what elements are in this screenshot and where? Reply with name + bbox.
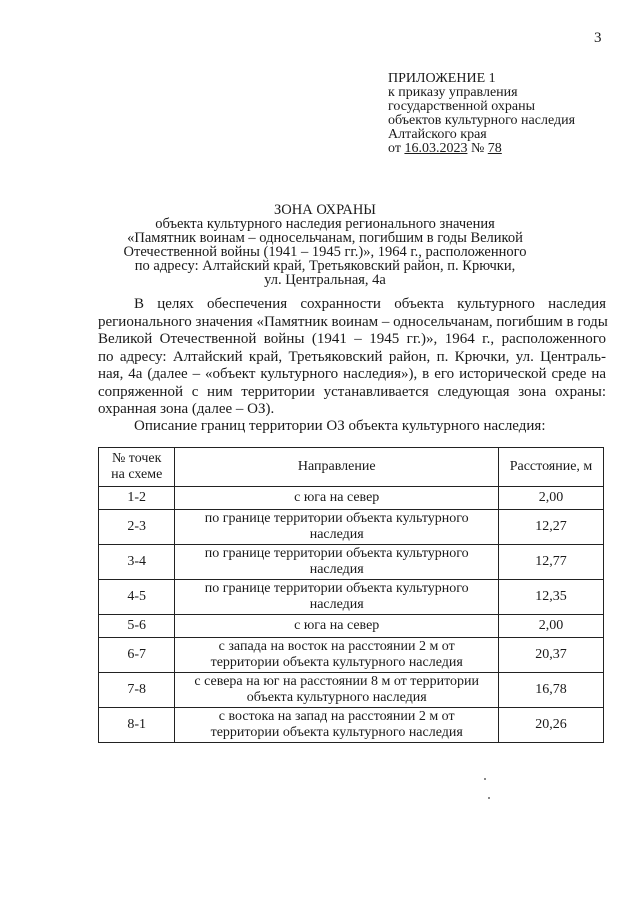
title-heading: ЗОНА ОХРАНЫ [274,202,376,218]
table-row [99,487,604,510]
direction-cell [175,580,499,615]
date-prefix: от [388,141,401,156]
boundary-table [98,447,604,743]
direction-line: наследия [309,527,364,542]
point-cell: 4-5 [99,580,175,615]
point-cell: 2-3 [99,510,175,545]
direction-line: объекта культурного наследия [246,690,427,705]
appendix-title: ПРИЛОЖЕНИЕ 1 [388,71,496,86]
direction-line: с севера на юг на расстоянии 8 м от территории [194,674,480,689]
appendix-line: к приказу управления [388,85,518,100]
document-title [90,203,560,287]
direction-line: по границе территории объекта культурного [204,546,469,561]
point-cell: 1-2 [99,487,175,510]
appendix-line: Алтайского края [388,127,487,142]
direction-cell [175,545,499,580]
title-line: объекта культурного наследия регионального значения [155,216,495,232]
table-row [99,638,604,673]
point-cell: 7-8 [99,673,175,708]
table-row [99,580,604,615]
distance-cell: 16,78 [499,673,604,708]
page-number: 3 [594,30,602,46]
paragraph-line: Великой Отечественной войны (1941 – 1945 гг.)», 1964 г., расположенного [98,331,606,347]
header-point-line: на схеме [111,467,163,482]
direction-line: с юга на север [294,618,380,633]
title-line: по адресу: Алтайский край, Третьяковский район, п. Крючки, [134,258,516,274]
paragraph-line: по адресу: Алтайский край, Третьяковский район, п. Крючки, ул. Централь- [98,348,606,365]
paragraph-line: В целях обеспечения сохранности объекта культурного наследия [134,296,606,312]
header-distance: Расстояние, м [499,448,604,487]
table-row [99,545,604,580]
direction-line: территории объекта культурного наследия [210,655,463,670]
distance-cell: 20,26 [499,708,604,743]
paragraph-line: регионального значения «Памятник воинам – односельчанам, погибшим в годы [98,313,608,330]
header-direction: Направление [175,448,499,487]
paragraph-line: охранная зона (далее – ОЗ). [98,401,275,417]
order-date: 16.03.2023 [404,141,468,156]
appendix-line: объектов культурного наследия [388,113,576,128]
table-row [99,510,604,545]
title-line: Отечественной войны (1941 – 1945 гг.)», 1964 г., расположенного [123,244,527,260]
scan-speck [488,797,490,799]
point-cell: 6-7 [99,638,175,673]
distance-cell: 2,00 [499,487,604,510]
direction-line: с востока на запад на расстоянии 2 м от [218,709,455,724]
body-paragraph [98,296,606,419]
table-row [99,708,604,743]
point-cell: 5-6 [99,615,175,638]
point-cell: 8-1 [99,708,175,743]
table-header-row [99,448,604,487]
appendix-date-line [388,142,575,156]
paragraph-line: ная, 4а (далее – «объект культурного наследия»), в его исторической среде на [98,366,606,382]
distance-cell: 12,77 [499,545,604,580]
table-row [99,615,604,638]
header-point [99,448,175,487]
paragraph-line: сопряженной с ним территории устанавливается следующая зона охраны: [98,383,606,400]
distance-cell: 20,37 [499,638,604,673]
direction-cell [175,615,499,638]
distance-cell: 12,27 [499,510,604,545]
table-caption: Описание границ территории ОЗ объекта культурного наследия: [134,418,546,434]
direction-line: наследия [309,597,364,612]
scan-speck [484,778,486,780]
direction-line: территории объекта культурного наследия [210,725,463,740]
distance-cell: 12,35 [499,580,604,615]
direction-line: с юга на север [294,490,380,505]
table-row [99,673,604,708]
direction-line: по границе территории объекта культурного [204,511,469,526]
appendix-line: государственной охраны [388,99,536,114]
appendix-block [388,72,575,156]
direction-cell [175,510,499,545]
direction-cell [175,638,499,673]
number-prefix: № [470,141,485,156]
title-line: ул. Центральная, 4а [264,272,386,288]
header-point-line: № точек [111,451,162,466]
point-cell: 3-4 [99,545,175,580]
order-number: 78 [487,141,502,156]
direction-line: с запада на восток на расстоянии 2 м от [218,639,455,654]
distance-cell: 2,00 [499,615,604,638]
direction-cell [175,708,499,743]
direction-line: по границе территории объекта культурного [204,581,469,596]
title-line: «Памятник воинам – односельчанам, погибшим в годы Великой [127,230,523,246]
direction-cell [175,487,499,510]
direction-cell [175,673,499,708]
direction-line: наследия [309,562,364,577]
